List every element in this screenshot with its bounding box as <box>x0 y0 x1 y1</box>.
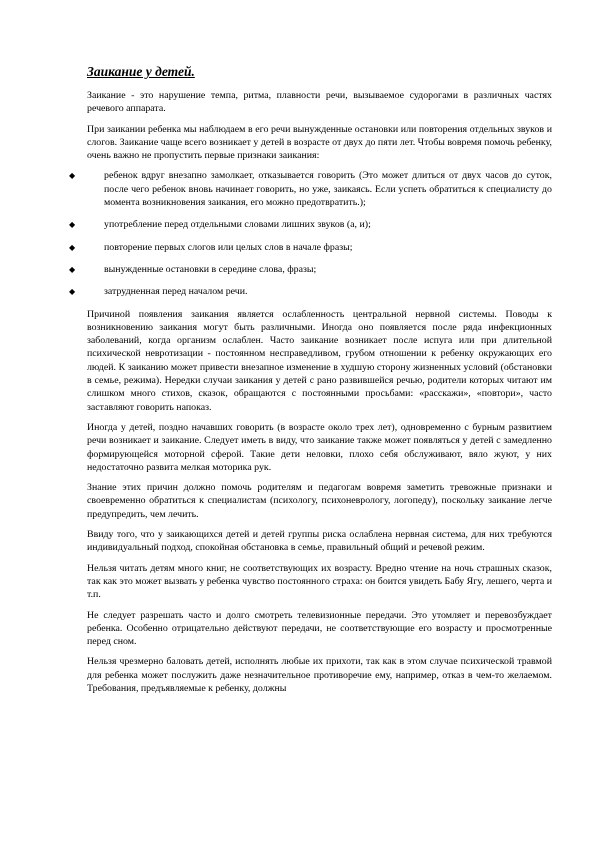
diamond-bullet-icon: ◆ <box>69 171 76 181</box>
list-item <box>69 169 552 209</box>
diamond-bullet-icon: ◆ <box>69 242 76 252</box>
list-item-text: затрудненная перед началом речи. <box>104 286 248 298</box>
paragraph-regime: Ввиду того, что у заикающихся детей и детей группы риска ослаблена нервная система, для них требуются индивидуальный подход, спокойная обстановка в семье, правильный общий и речевой режим. <box>87 529 552 554</box>
paragraph-signs-intro: При заикании ребенка мы наблюдаем в его речи вынужденные остановки или повторения отдельных звуков и слогов. Заикание чаще всего возникает у детей в возрасте от двух до пяти лет. Чтобы вовремя помочь ребенку, очень важно не пропустить первые признаки заикания: <box>87 123 552 162</box>
paragraph-television: Не следует разрешать часто и долго смотреть телевизионные передачи. Это утомляет и перевозбуждает ребенка. Особенно отрицательно действуют передачи, не соответствующие его возрасту и просмотренные перед сном. <box>87 609 552 648</box>
page-title: Заикание у детей. <box>87 64 195 79</box>
intro-paragraph: Заикание - это нарушение темпа, ритма, плавности речи, вызываемое судорогами в различных частях речевого аппарата. <box>87 90 552 115</box>
list-item <box>69 218 552 231</box>
document-content <box>69 64 552 702</box>
diamond-bullet-icon: ◆ <box>69 264 76 274</box>
paragraph-spoiling: Нельзя чрезмерно баловать детей, исполнять любые их прихоти, так как в этом случае психической травмой для ребенка может послужить даже незначительное противоречие ему, например, отказ в чем-то желаемом. Требования, предъявляемые к ребенку, должны <box>87 656 552 694</box>
list-item <box>69 263 552 276</box>
paragraph-reading: Нельзя читать детям много книг, не соответствующих их возрасту. Вредно чтение на ночь страшных сказок, так как это может вызвать у ребенка чувство постоянного страха: он боится увидеть Бабу Ягу, лешего, черта и т.п. <box>87 562 552 601</box>
list-item-text: повторение первых слогов или целых слов в начале фразы; <box>104 241 353 253</box>
signs-list <box>69 169 552 298</box>
paragraph-late-speech: Иногда у детей, поздно начавших говорить (в возрасте около трех лет), одновременно с бурным развитием речи возникает и заикание. Следует иметь в виду, что заикание также может появляться у детей с замедленно формирующейся моторной сферой. Такие дети неловки, плохо себя обслуживают, вяло жуют, у них недостаточно развита мелкая моторика рук. <box>87 421 552 473</box>
list-item <box>69 285 552 298</box>
diamond-bullet-icon: ◆ <box>69 287 76 297</box>
list-item-text: ребенок вдруг внезапно замолкает, отказывается говорить (Это может длиться от двух часов до суток, после чего ребенок вновь начинает говорить, но уже, заикаясь. Если успеть обратиться к специалисту до момента возникновения заикания, его можно предотвратить.); <box>104 170 552 209</box>
paragraph-knowledge: Знание этих причин должно помочь родителям и педагогам вовремя заметить тревожные признаки и своевременно обратиться к специалистам (психологу, психоневрологу, логопеду), поскольку заикание легче предупредить, чем лечить. <box>87 482 552 520</box>
list-item-text: вынужденные остановки в середине слова, фразы; <box>104 263 317 275</box>
list-item <box>69 241 552 254</box>
list-item-text: употребление перед отдельными словами лишних звуков (а, и); <box>104 219 371 231</box>
paragraph-causes: Причиной появления заикания является ослабленность центральной нервной системы. Поводы к возникновению заикания могут быть различными. Иногда оно появляется после ряда инфекционных заболеваний, когда организм ослаблен. Часто заикание возникает после испуга или при длительной психической невротизации - постоянном несправедливом, грубом отношении к ребенку окружающих его людей. К заиканию может привести внезапное изменение в худшую сторону жизненных условий (обстановки в семье, режима). Нередки случаи заикания у детей с рано развившейся речью, родители которых читают им слишком много стихов, сказок, обращаются с постоянными просьбами: «расскажи», «повтори», часто заставляют говорить напоказ. <box>87 308 552 413</box>
diamond-bullet-icon: ◆ <box>69 220 76 230</box>
